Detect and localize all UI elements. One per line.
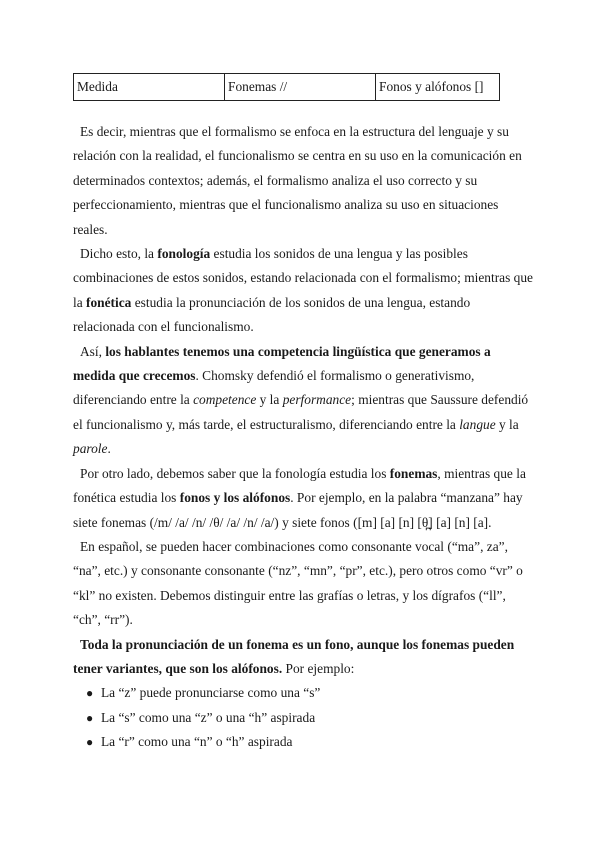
italic-term-langue: langue bbox=[459, 416, 496, 432]
text-run: ; mientras que Saussure defendió el funcionalismo y, más tarde, el estructuralismo, diferenciando entre la bbox=[73, 392, 529, 432]
table-cell-medida: Medida bbox=[74, 74, 225, 101]
italic-term-competence: competence bbox=[193, 392, 257, 408]
bold-term-fonos-alofonos: fonos y los alófonos bbox=[179, 490, 291, 506]
italic-term-parole: parole bbox=[73, 441, 108, 457]
paragraph-fonemas bbox=[73, 462, 533, 535]
bold-term-fonologia: fonología bbox=[157, 246, 211, 262]
text-run: , mientras que la fonética estudia los bbox=[73, 465, 526, 506]
bullet-icon: ● bbox=[86, 710, 94, 725]
text-run: Por otro lado, debemos saber que la fonología estudia los bbox=[80, 465, 390, 481]
text-run: Dicho esto, la bbox=[80, 246, 158, 262]
paragraph-competencia bbox=[73, 340, 533, 462]
paragraph-combinaciones: En español, se pueden hacer combinaciones como consonante vocal (“ma”, za”, “na”, etc.) y consonante consonante (“nz”, “mn”, “pr”, etc.), pero otros como “vr” o “kl” no existen. Debemos distinguir entre las grafías o letras, y los dígrafos (“ll”, “ch”, “rr”). bbox=[73, 538, 523, 628]
text-run: . Por ejemplo, en la palabra “manzana” hay siete fonemas (/m/ /a/ /n/ /θ/ /a/ /n/ /a/) y siete fonos ([m] [a] [n] [θ̪] [a] [n] [a]. bbox=[73, 490, 523, 530]
paragraph-alofonos bbox=[73, 633, 533, 682]
text-run: Por ejemplo: bbox=[282, 660, 355, 676]
paragraph-fonologia bbox=[73, 242, 533, 340]
text-run: estudia los sonidos de una lengua y las posibles combinaciones de estos sonidos, estando relacionada con el formalismo; mientras que la bbox=[73, 246, 533, 310]
header-table bbox=[73, 73, 500, 101]
text-run: y la bbox=[256, 392, 283, 408]
text-run: y la bbox=[495, 416, 519, 432]
list-item-text: La “s” como una “z” o una “h” aspirada bbox=[101, 709, 316, 725]
list-item-text: La “z” puede pronunciarse como una “s” bbox=[101, 685, 321, 701]
table-row bbox=[74, 74, 500, 101]
text-run: . Chomsky defendió el formalismo o generativismo, diferenciando entre la bbox=[73, 368, 475, 408]
paragraph-formalismo: Es decir, mientras que el formalismo se enfoca en la estructura del lenguaje y su relación con la realidad, el funcionalismo se centra en su uso en la comunicación en determinados contextos; además, el formalismo analiza el uso correcto y su perfeccionamiento, mientras que el funcionalismo analiza su uso en situaciones reales. bbox=[73, 124, 522, 237]
table-cell-fonemas: Fonemas // bbox=[225, 74, 376, 101]
table-cell-fonos: Fonos y alófonos [] bbox=[376, 74, 500, 101]
body-text bbox=[73, 120, 533, 755]
list-item-text: La “r” como una “n” o “h” aspirada bbox=[101, 734, 293, 750]
text-run: estudia la pronunciación de los sonidos de una lengua, estando relacionada con el funcionalismo. bbox=[73, 294, 471, 335]
italic-term-performance: performance bbox=[282, 392, 352, 408]
list-item bbox=[73, 730, 533, 754]
text-run: . bbox=[107, 441, 111, 457]
bold-term-fonemas: fonemas bbox=[389, 465, 438, 481]
bold-statement-alofonos: Toda la pronunciación de un fonema es un fono, aunque los fonemas pueden tener variantes, que son los alófonos. bbox=[73, 636, 515, 676]
bold-term-fonetica: fonética bbox=[86, 294, 132, 310]
bullet-icon: ● bbox=[86, 735, 94, 750]
bold-statement-competencia: los hablantes tenemos una competencia lingüística que generamos a medida que crecemos bbox=[73, 343, 491, 384]
bullet-icon: ● bbox=[86, 686, 94, 701]
list-item bbox=[73, 706, 533, 730]
text-run: Así, bbox=[80, 343, 106, 359]
list-item bbox=[73, 681, 533, 705]
examples-list bbox=[73, 681, 533, 754]
